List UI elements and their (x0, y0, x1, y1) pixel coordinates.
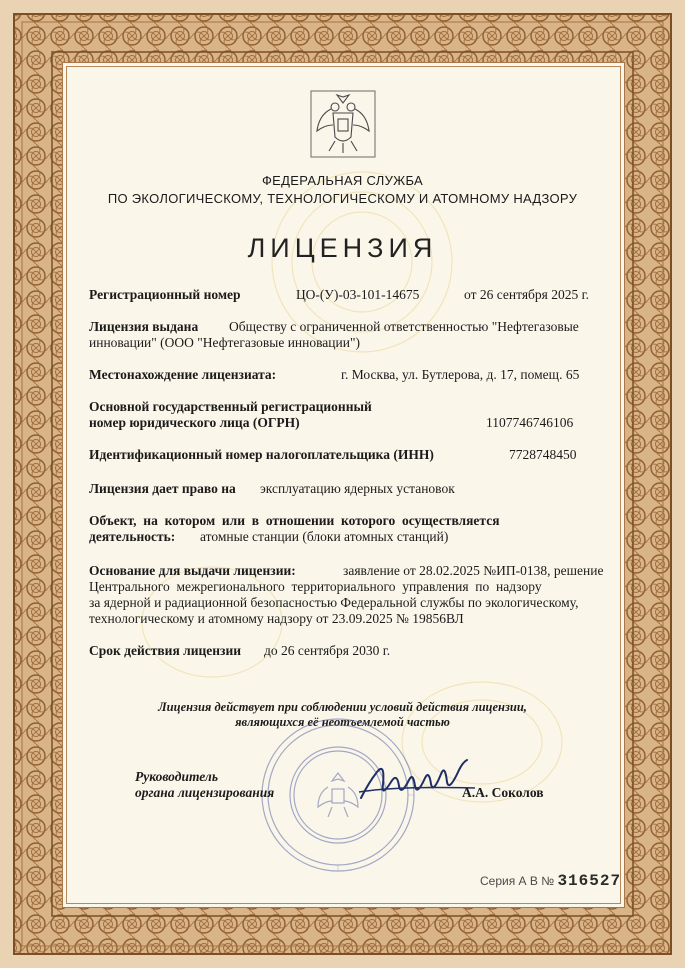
object-label-line2: деятельность: (89, 529, 176, 544)
state-emblem-icon (305, 85, 381, 163)
registration-label: Регистрационный номер (89, 287, 241, 302)
basis-label: Основание для выдачи лицензии: (89, 563, 296, 578)
validity-label: Срок действия лицензии (89, 643, 242, 658)
validity-value: до 26 сентября 2030 г. (264, 643, 391, 658)
signatory-role-line2: органа лицензирования (135, 785, 275, 800)
basis-line3: за ядерной и радиационной безопасностью Федеральной службы по экологическому, (89, 595, 579, 610)
location-label: Местонахождение лицензиата: (89, 367, 277, 382)
license-right-value: эксплуатацию ядерных установок (260, 481, 455, 496)
object-label-line1: Объект, на котором или в отношении которого осуществляется (89, 513, 500, 528)
serial-prefix: Серия А В № (480, 874, 555, 888)
form-serial (480, 872, 621, 890)
location-value: г. Москва, ул. Бутлерова, д. 17, помещ. 65 (341, 367, 580, 382)
ogrn-value: 1107746746106 (486, 415, 574, 430)
registration-number: ЦО-(У)-03-101-14675 (296, 287, 420, 302)
conditions-line2: являющихся её неотъемлемой частью (235, 715, 450, 729)
signatory-role-line1: Руководитель (135, 769, 219, 784)
ogrn-label-line1: Основной государственный регистрационный (89, 399, 372, 414)
basis-line4: технологическому и атомному надзору от 23.09.2025 № 19856ВЛ (89, 611, 464, 626)
registration-date: от 26 сентября 2025 г. (464, 287, 589, 302)
serial-number: 316527 (557, 872, 622, 890)
handwritten-signature (355, 752, 495, 812)
issued-to-line2: инновации" (ООО "Нефтегазовые инновации") (89, 335, 360, 350)
issued-to-label: Лицензия выдана (89, 319, 199, 334)
agency-name-line2: ПО ЭКОЛОГИЧЕСКОМУ, ТЕХНОЛОГИЧЕСКОМУ И АТОМНОМУ НАДЗОРУ (107, 191, 578, 206)
inn-label: Идентификационный номер налогоплательщика (ИНН) (89, 447, 434, 462)
basis-line1: заявление от 28.02.2025 №ИП-0138, решение (343, 563, 604, 578)
agency-name-line1: ФЕДЕРАЛЬНАЯ СЛУЖБА (262, 173, 423, 188)
ogrn-label-line2: номер юридического лица (ОГРН) (89, 415, 300, 430)
signatory-name: А.А. Соколов (462, 785, 544, 800)
document-title: ЛИЦЕНЗИЯ (247, 233, 438, 263)
license-right-label: Лицензия дает право на (89, 481, 236, 496)
conditions-line1: Лицензия действует при соблюдении условий действия лицензии, (158, 700, 527, 714)
issued-to-line1: Обществу с ограниченной ответственностью "Нефтегазовые (229, 319, 579, 334)
object-value: атомные станции (блоки атомных станций) (200, 529, 449, 544)
inn-value: 7728748450 (509, 447, 577, 462)
basis-line2: Центрального межрегионального территориального управления по надзору (89, 579, 542, 594)
